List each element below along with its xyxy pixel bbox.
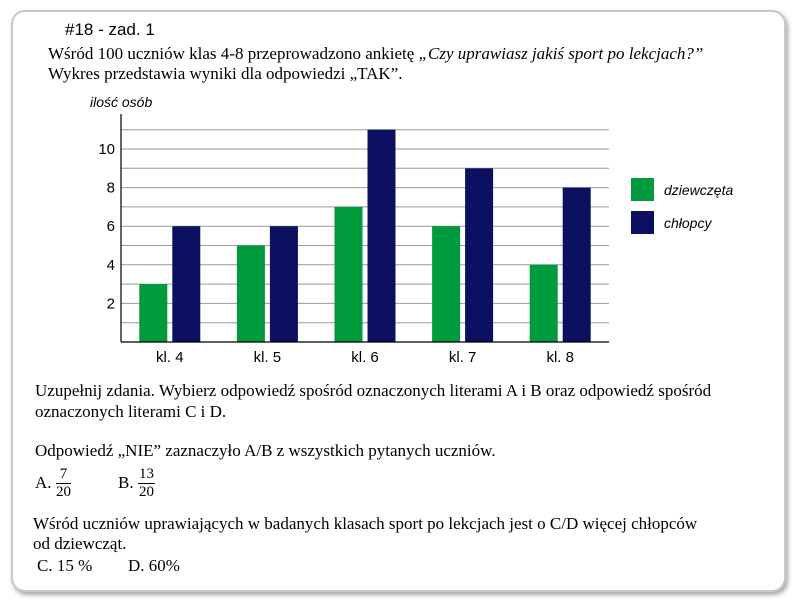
option-b-denominator: 20: [139, 484, 154, 500]
category-label: kl. 7: [448, 349, 477, 366]
y-tick-label: 2: [106, 295, 115, 313]
option-a-label: A.: [35, 473, 52, 492]
legend-swatch: [631, 178, 654, 201]
category-label: kl. 8: [546, 349, 574, 366]
task-number: #18 - zad. 1: [65, 20, 155, 39]
intro-line-2: Wykres przedstawia wyniki dla odpowiedzi „TAK”.: [48, 64, 403, 83]
option-d[interactable]: D. 60%: [128, 556, 180, 575]
option-c[interactable]: C. 15 %: [37, 556, 93, 575]
category-labels: [156, 349, 574, 366]
option-b-numerator: 13: [139, 466, 154, 482]
instructions-line-2: oznaczonych literami C i D.: [35, 402, 227, 421]
bars: [139, 130, 590, 342]
y-tick-label: 8: [106, 179, 115, 197]
bar-girls-4: [139, 284, 167, 342]
category-label: kl. 5: [253, 349, 282, 366]
y-tick-label: 6: [106, 218, 115, 236]
bar-boys-6: [368, 130, 396, 342]
intro-text: Wśród 100 uczniów klas 4-8 przeprowadzono ankietę: [48, 44, 419, 63]
legend-label: dziewczęta: [664, 182, 734, 198]
bar-boys-8: [563, 188, 591, 342]
option-b-fraction[interactable]: [138, 467, 155, 500]
bar-girls-5: [237, 246, 265, 343]
survey-question: „Czy uprawiasz jakiś sport po lekcjach?”: [418, 44, 704, 63]
legend-swatch: [631, 211, 654, 234]
option-a-denominator: 20: [56, 484, 71, 500]
question-2-line-1: Wśród uczniów uprawiających w badanych klasach sport po lekcjach jest o C/D więcej chłopców: [33, 514, 698, 533]
legend: [631, 178, 733, 234]
y-axis-label: ilość osób: [90, 94, 153, 110]
bar-boys-4: [172, 226, 200, 342]
category-label: kl. 6: [351, 349, 379, 366]
option-b-label: B.: [118, 473, 134, 492]
bar-girls-8: [530, 265, 558, 342]
bar-girls-7: [432, 226, 460, 342]
bar-boys-7: [465, 168, 493, 342]
option-a-fraction[interactable]: [56, 467, 71, 500]
y-tick-label: 10: [98, 141, 115, 158]
y-tick-labels: [98, 141, 115, 312]
question-1-text: Odpowiedź „NIE” zaznaczyło A/B z wszystkich pytanych uczniów.: [35, 441, 496, 460]
legend-label: chłopcy: [664, 215, 712, 231]
bar-boys-5: [270, 226, 298, 342]
question-2-line-2: od dziewcząt.: [33, 534, 127, 553]
bar-girls-6: [335, 207, 363, 342]
option-a-numerator: 7: [59, 466, 68, 482]
y-tick-label: 4: [106, 256, 115, 274]
category-label: kl. 4: [156, 349, 184, 366]
instructions-line-1: Uzupełnij zdania. Wybierz odpowiedź spośród oznaczonych literami A i B oraz odpowiedź spośród: [35, 381, 712, 400]
